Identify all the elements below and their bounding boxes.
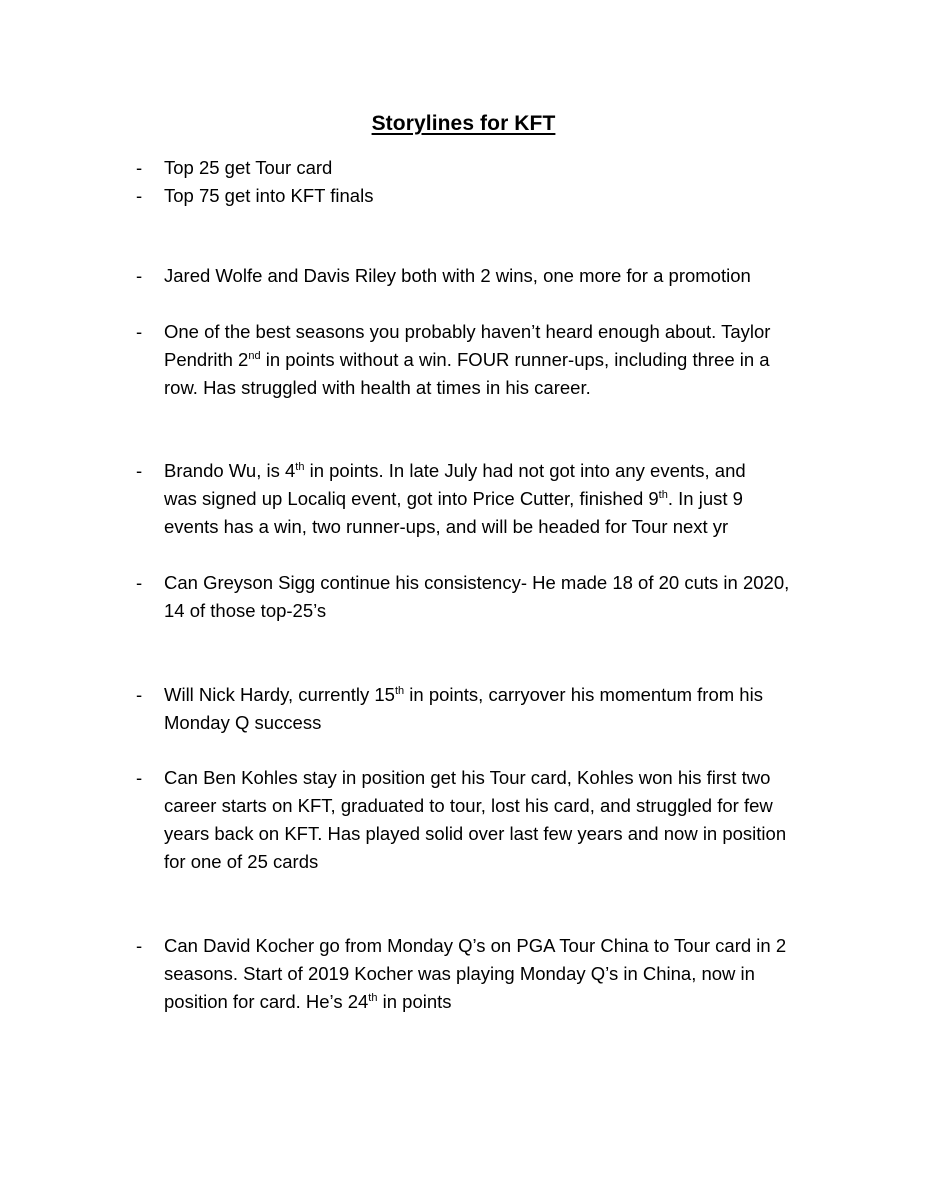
text-run: . In just 9: [667, 488, 743, 509]
text-line: Top 25 get Tour card: [164, 157, 333, 178]
text-run: position for card. He’s 24: [164, 991, 369, 1012]
bullet-dash: -: [136, 157, 143, 178]
bullet-dash: -: [136, 767, 143, 788]
text-line: Jared Wolfe and Davis Riley both with 2 wins, one more for a promotion: [164, 265, 751, 286]
text-line: for one of 25 cards: [164, 851, 319, 872]
text-line: row. Has struggled with health at times in his career.: [164, 377, 591, 398]
text-line: [164, 988, 824, 1016]
text-line: seasons. Start of 2019 Kocher was playing Monday Q’s in China, now in: [164, 963, 755, 984]
list-item-text: [164, 262, 824, 290]
text-run: in points: [377, 991, 452, 1012]
bullet-dash: -: [136, 572, 143, 593]
list-item-text: [164, 182, 824, 210]
bullet-dash: -: [136, 321, 143, 342]
text-line: years back on KFT. Has played solid over last few years and now in position: [164, 823, 787, 844]
list-item-text: [164, 457, 824, 541]
text-line: Can Ben Kohles stay in position get his Tour card, Kohles won his first two: [164, 767, 771, 788]
text-run: Brando Wu, is 4: [164, 460, 296, 481]
list-item-text: [164, 681, 824, 737]
text-line: [164, 485, 824, 513]
list-item-text: [164, 318, 824, 402]
text-line: Monday Q success: [164, 712, 322, 733]
ordinal-suffix: nd: [248, 349, 261, 362]
text-run: was signed up Localiq event, got into Price Cutter, finished 9: [164, 488, 659, 509]
ordinal-suffix: th: [295, 460, 305, 473]
text-run: in points, carryover his momentum from his: [404, 684, 763, 705]
bullet-dash: -: [136, 684, 143, 705]
text-run: Pendrith 2: [164, 349, 249, 370]
list-item-text: [164, 764, 824, 876]
ordinal-suffix: th: [658, 488, 668, 501]
list-item-text: [164, 154, 824, 182]
bullet-dash: -: [136, 265, 143, 286]
ordinal-suffix: th: [368, 991, 378, 1004]
text-line: [164, 681, 824, 709]
text-line: [164, 457, 824, 485]
text-line: Can Greyson Sigg continue his consistency- He made 18 of 20 cuts in 2020,: [164, 572, 790, 593]
text-line: career starts on KFT, graduated to tour, lost his card, and struggled for few: [164, 795, 773, 816]
text-run: in points. In late July had not got into any events, and: [304, 460, 746, 481]
text-line: events has a win, two runner-ups, and will be headed for Tour next yr: [164, 516, 729, 537]
document-title: Storylines for KFT: [371, 112, 556, 135]
text-run: Will Nick Hardy, currently 15: [164, 684, 395, 705]
bullet-dash: -: [136, 935, 143, 956]
ordinal-suffix: th: [394, 684, 405, 697]
text-run: in points without a win. FOUR runner-ups, including three in a: [260, 349, 770, 370]
bullet-dash: -: [136, 460, 143, 481]
text-line: 14 of those top-25’s: [164, 600, 327, 621]
list-item-text: [164, 569, 824, 625]
text-line: Top 75 get into KFT finals: [164, 185, 374, 206]
list-item-text: [164, 932, 824, 1016]
text-line: [164, 346, 824, 374]
text-line: One of the best seasons you probably haven’t heard enough about. Taylor: [164, 321, 771, 342]
bullet-dash: -: [136, 185, 143, 206]
text-line: Can David Kocher go from Monday Q’s on PGA Tour China to Tour card in 2: [164, 935, 787, 956]
